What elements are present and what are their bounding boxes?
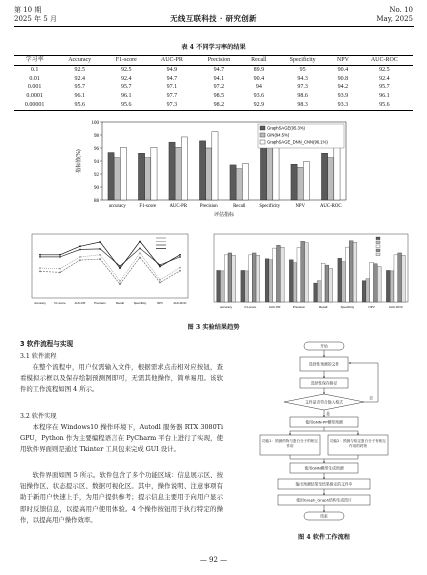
bar-chart-small bbox=[200, 228, 414, 320]
y-tick-label: 94 bbox=[94, 159, 99, 165]
bar bbox=[228, 253, 232, 302]
bar bbox=[342, 262, 346, 302]
table-header-cell: AUC-ROC bbox=[370, 57, 398, 63]
x-tick-label: Specificity bbox=[340, 305, 355, 309]
bar bbox=[265, 259, 269, 302]
line-point bbox=[59, 272, 61, 274]
table-cell: 94.3 bbox=[297, 75, 308, 82]
x-tick-label: AUC-ROC bbox=[388, 305, 403, 309]
table-cell: 93.6 bbox=[253, 93, 265, 100]
table-cell: 92.5 bbox=[121, 66, 132, 73]
table-cell: 93.3 bbox=[337, 101, 349, 108]
line-point bbox=[159, 266, 161, 268]
x-tick-label: Recall bbox=[116, 301, 124, 305]
table-row bbox=[14, 75, 413, 84]
table-body bbox=[14, 65, 413, 110]
y-axis-label: 指标值(%) bbox=[76, 149, 82, 173]
plot-frame bbox=[32, 234, 188, 298]
y-tick-label: 92 bbox=[94, 172, 99, 178]
paragraph-3-2b: 软件界面如图 5 所示。软件包含了多个功能区域：信息展示区、按钮操作区、状态提示区、数据可视化区。其中，操作说明、注意事项有助于新用户快速上手，为用户提供参考；提示信息主要用于向用户显示即时反馈信息，以提高用户使用体验。4 个操作按钮用于执行特定的操作，以提高用户操作效率。 bbox=[20, 471, 223, 524]
line-point bbox=[99, 248, 101, 250]
table-cell: 97.1 bbox=[166, 84, 178, 91]
table-row bbox=[14, 83, 413, 92]
table-cell: 90.8 bbox=[337, 75, 349, 82]
table-header-cell: Accuracy bbox=[68, 57, 92, 63]
table-cell: 0.001 bbox=[27, 84, 42, 91]
bar bbox=[269, 260, 273, 302]
table-cell: 95.6 bbox=[121, 101, 132, 108]
table-header-cell: 学习率 bbox=[25, 57, 44, 63]
bar bbox=[291, 164, 297, 200]
line-point bbox=[139, 248, 141, 250]
table-caption: 表 4 不同学习率的结果 bbox=[181, 44, 246, 51]
bar bbox=[390, 271, 394, 302]
table-cell: 0.00001 bbox=[24, 101, 45, 108]
line-point bbox=[59, 256, 61, 258]
bar bbox=[398, 253, 402, 302]
flow-no-label: 否 bbox=[369, 395, 373, 401]
y-tick-label: 98 bbox=[94, 133, 99, 139]
legend-swatch bbox=[376, 245, 380, 248]
line-series bbox=[40, 258, 180, 285]
table-cell: 0.01 bbox=[29, 75, 40, 82]
bar bbox=[212, 132, 218, 200]
table-cell: 94.9 bbox=[166, 66, 178, 73]
bar bbox=[232, 255, 236, 302]
bar bbox=[245, 271, 249, 302]
x-tick-label: AUC-PR bbox=[74, 301, 86, 305]
bar bbox=[145, 158, 151, 200]
x-axis-label: 评估指标 bbox=[213, 212, 235, 218]
bar bbox=[241, 270, 245, 302]
flow-branch-b: 功能2：预测与给定蛋白分子有相互作用的药物 bbox=[329, 439, 387, 448]
bar bbox=[321, 153, 327, 200]
table-header-cell: Precision bbox=[207, 57, 231, 63]
line-point bbox=[119, 280, 121, 282]
flow-start: 开始 bbox=[320, 343, 328, 349]
line-point bbox=[119, 283, 121, 285]
table-cell: 96.1 bbox=[379, 93, 390, 100]
header-date-en: May, 2025 bbox=[376, 15, 413, 23]
table-row bbox=[14, 92, 413, 101]
line-point bbox=[39, 256, 41, 258]
table-cell: 93.9 bbox=[337, 93, 349, 100]
bar bbox=[256, 255, 260, 302]
line-point bbox=[179, 267, 181, 269]
bar bbox=[334, 147, 340, 200]
bar bbox=[370, 262, 374, 302]
bar bbox=[199, 141, 205, 200]
line-point bbox=[59, 268, 61, 270]
subsection-3-2: 3.2 软件实现 bbox=[20, 413, 57, 420]
table-cell: 92.5 bbox=[74, 66, 85, 73]
x-tick-label: Specificity bbox=[133, 301, 147, 305]
table-cell: 97.7 bbox=[166, 93, 178, 100]
table-cell: 94.7 bbox=[213, 66, 225, 73]
figure3-caption: 图 3 实验结果趋势 bbox=[187, 324, 240, 331]
flowchart-panel bbox=[238, 340, 410, 527]
x-tick-label: Precision bbox=[199, 204, 218, 209]
bar-chart-main bbox=[68, 112, 360, 224]
legend-label: GIN(94.5%) bbox=[267, 132, 290, 138]
x-tick-label: AUC-PR bbox=[268, 305, 281, 309]
bar bbox=[329, 268, 333, 302]
bar bbox=[230, 165, 236, 200]
bar bbox=[314, 283, 318, 302]
legend-swatch bbox=[260, 133, 265, 137]
x-tick-label: Accuracy bbox=[34, 301, 46, 305]
bar bbox=[289, 260, 293, 302]
line-series bbox=[40, 248, 180, 266]
bar bbox=[280, 247, 284, 302]
flow-step3: 使用GNN-PP模型预测 bbox=[305, 419, 343, 425]
bar bbox=[394, 255, 398, 302]
table-cell: 94.2 bbox=[337, 84, 349, 91]
line-point bbox=[79, 256, 81, 258]
bar bbox=[362, 281, 366, 302]
y-tick-label: 96 bbox=[94, 146, 99, 152]
bar bbox=[277, 245, 281, 302]
chart-main-panel bbox=[68, 112, 360, 224]
line-point bbox=[39, 267, 41, 269]
bar bbox=[293, 263, 297, 302]
flow-step5: 输出预测结果至结果指定的文件中 bbox=[295, 481, 353, 487]
table-cell: 92.5 bbox=[379, 66, 390, 73]
bar bbox=[297, 168, 303, 201]
table-cell: 92.4 bbox=[379, 75, 390, 82]
bar bbox=[345, 247, 349, 302]
bar bbox=[273, 248, 277, 302]
table-header-cell: AUC-PR bbox=[160, 57, 183, 63]
line-point bbox=[139, 257, 141, 259]
table-cell: 90.4 bbox=[337, 66, 349, 73]
line-point bbox=[99, 241, 101, 243]
bar bbox=[325, 265, 329, 302]
table-cell: 97.3 bbox=[166, 101, 178, 108]
x-tick-label: AUC-ROC bbox=[319, 204, 342, 209]
table-cell: 97.3 bbox=[297, 84, 308, 91]
section3-title: 3 软件流程与实现 bbox=[20, 340, 74, 348]
bar bbox=[114, 158, 120, 200]
table-cell: 94.1 bbox=[213, 75, 225, 82]
x-tick-label: accuracy bbox=[108, 204, 126, 209]
table-cell: 95.7 bbox=[121, 84, 132, 91]
line-point bbox=[79, 245, 81, 247]
x-tick-label: Precision bbox=[94, 301, 106, 305]
results-table bbox=[14, 55, 413, 111]
x-tick-label: F1-score bbox=[54, 301, 66, 305]
header-date-cn: 2025 年 5 月 bbox=[14, 15, 57, 23]
bar bbox=[138, 153, 144, 200]
line-point bbox=[119, 267, 121, 269]
bar bbox=[349, 241, 353, 302]
table-cell: 98.5 bbox=[213, 93, 225, 100]
flow-step6: 使用Graph_Graph结构生成图片 bbox=[296, 497, 352, 503]
flow-branch-a: 功能1：预测药物与蛋白分子的相互作用 bbox=[261, 439, 319, 448]
bar bbox=[321, 263, 325, 302]
bar bbox=[317, 281, 321, 302]
header-issue-cn: 第 10 期 bbox=[14, 6, 42, 14]
bar bbox=[267, 146, 273, 200]
y-tick-label: 100 bbox=[91, 120, 99, 126]
bar bbox=[175, 147, 181, 200]
x-tick-label: Specificity bbox=[259, 204, 281, 209]
legend-swatch bbox=[260, 140, 265, 144]
bar bbox=[328, 158, 334, 200]
legend-swatch bbox=[260, 126, 265, 130]
table-header-cell: Recall bbox=[251, 57, 267, 63]
bar bbox=[120, 147, 126, 200]
line-point bbox=[39, 254, 41, 256]
table-cell: 0.0001 bbox=[26, 93, 43, 100]
table-row bbox=[14, 65, 413, 74]
y-tick-label: 90 bbox=[94, 185, 99, 191]
line-point bbox=[99, 258, 101, 260]
bar bbox=[402, 255, 406, 302]
page-number: — 92 — bbox=[199, 556, 228, 564]
flowchart bbox=[238, 340, 410, 527]
bar bbox=[260, 140, 266, 200]
table-header-cell: NPV bbox=[336, 57, 349, 63]
line-point bbox=[139, 241, 141, 243]
x-tick-label: Precision bbox=[292, 305, 306, 309]
bar bbox=[366, 279, 370, 302]
table-header-cell: Specificity bbox=[289, 57, 316, 63]
x-tick-label: F1-score bbox=[244, 305, 257, 309]
bar bbox=[220, 271, 224, 302]
table-cell: 92.4 bbox=[74, 75, 85, 82]
bar bbox=[305, 243, 309, 302]
bar bbox=[353, 242, 357, 302]
table-cell: 96.1 bbox=[121, 93, 132, 100]
flow-step2: 选择性保存路径 bbox=[310, 380, 338, 386]
x-tick-label: NPV bbox=[368, 305, 375, 309]
table-cell: 92.4 bbox=[121, 75, 132, 82]
table-cell: 90.4 bbox=[253, 75, 265, 82]
line-point bbox=[159, 279, 161, 281]
x-tick-label: AUC-PR bbox=[169, 204, 188, 209]
table-header-cell: F1-score bbox=[115, 57, 137, 63]
table-cell: 98.3 bbox=[297, 101, 308, 108]
line-point bbox=[159, 282, 161, 284]
bar bbox=[236, 169, 242, 200]
line-point bbox=[179, 256, 181, 258]
bar bbox=[248, 255, 252, 302]
bar bbox=[386, 270, 390, 302]
x-tick-label: AUC-ROC bbox=[173, 301, 187, 305]
bar bbox=[374, 264, 378, 302]
line-point bbox=[99, 254, 101, 256]
line-point bbox=[139, 252, 141, 254]
table-header-row bbox=[14, 56, 413, 66]
table-cell: 95.7 bbox=[74, 84, 85, 91]
flow-step4: 使用GNN模型生成预测 bbox=[304, 465, 344, 471]
chart-line-panel bbox=[16, 228, 196, 316]
line-point bbox=[59, 254, 61, 256]
legend-swatch bbox=[376, 253, 380, 256]
table-cell: 98.2 bbox=[213, 101, 225, 108]
table-cell: 94.7 bbox=[166, 75, 178, 82]
line-point bbox=[179, 254, 181, 256]
flow-decision: 文件是否符合输入格式 bbox=[305, 399, 343, 405]
line-point bbox=[119, 265, 121, 267]
legend-swatch bbox=[376, 237, 380, 240]
table-row bbox=[14, 101, 413, 110]
bar bbox=[252, 253, 256, 302]
table-cell: 0.1 bbox=[30, 66, 39, 73]
table-cell: 97.2 bbox=[213, 84, 225, 91]
paragraph-3-2a: 本程序在 Windows10 操作环境下，Autodl 服务器 RTX 3080Ti GPU，Python 作为主要编程语言在 PyCharm 平台上进行了实现，使用软件界面则是通过 Tkinter 工具包来完成 GUI 设计。 bbox=[20, 423, 223, 454]
bar bbox=[297, 248, 301, 302]
table-cell: 95.6 bbox=[74, 101, 85, 108]
line-point bbox=[79, 259, 81, 261]
bar bbox=[242, 164, 248, 200]
bar bbox=[206, 148, 212, 200]
table-cell: 89.9 bbox=[253, 66, 265, 73]
table-cell: 95.7 bbox=[379, 84, 390, 91]
legend-label: GraphSAGE_DNN_CNN(96.1%) bbox=[267, 139, 328, 145]
table-cell: 98.6 bbox=[297, 93, 308, 100]
line-point bbox=[39, 270, 41, 272]
bar bbox=[338, 258, 342, 302]
table-cell: 95 bbox=[299, 66, 306, 73]
table-cell: 94 bbox=[255, 84, 262, 91]
x-tick-label: F1-score bbox=[139, 204, 157, 209]
bar bbox=[151, 147, 157, 200]
bar bbox=[217, 270, 221, 302]
flow-end: 结束 bbox=[320, 513, 328, 519]
line-chart-small bbox=[16, 228, 196, 316]
x-tick-label: NPV bbox=[295, 204, 306, 209]
y-tick-label: 88 bbox=[94, 198, 99, 204]
journal-title: 无线互联科技 · 研究创新 bbox=[170, 14, 257, 23]
legend-label: GraphSAGE(95.3%) bbox=[267, 125, 305, 131]
bar bbox=[301, 241, 305, 302]
bar bbox=[303, 162, 309, 200]
header-issue-en: No. 10 bbox=[389, 6, 413, 14]
bar bbox=[169, 142, 175, 200]
bar bbox=[377, 267, 381, 302]
line-point bbox=[79, 249, 81, 251]
chart-bar-panel bbox=[200, 228, 414, 320]
x-tick-label: NPV bbox=[157, 301, 163, 305]
table-cell: 96.1 bbox=[74, 93, 85, 100]
table-cell: 95.6 bbox=[379, 101, 390, 108]
paragraph-3-1: 在整个流程中，用户仅需输入文件，根据需求点击相对应按钮，查看模拟示框以及保存绘制预测图即可，无需其他操作，简单易用。该软件的工作流程如图 4 所示。 bbox=[20, 363, 223, 394]
legend-swatch bbox=[376, 241, 380, 244]
x-tick-label: accuracy bbox=[220, 305, 233, 309]
flow-step1: 选择性预测的文件 bbox=[308, 361, 340, 367]
legend-swatch bbox=[376, 249, 380, 252]
x-tick-label: Recall bbox=[233, 204, 246, 209]
line-point bbox=[179, 270, 181, 272]
x-tick-label: Recall bbox=[318, 305, 328, 309]
flow-yes-label: 是 bbox=[326, 411, 330, 416]
subsection-3-1: 3.1 软件流程 bbox=[20, 353, 57, 360]
bar bbox=[224, 255, 228, 302]
table-cell: 92.9 bbox=[253, 101, 265, 108]
bar bbox=[181, 137, 187, 200]
header-rule bbox=[14, 26, 414, 27]
bar bbox=[108, 153, 114, 200]
figure4-caption: 图 4 软件工作流程 bbox=[298, 534, 350, 541]
